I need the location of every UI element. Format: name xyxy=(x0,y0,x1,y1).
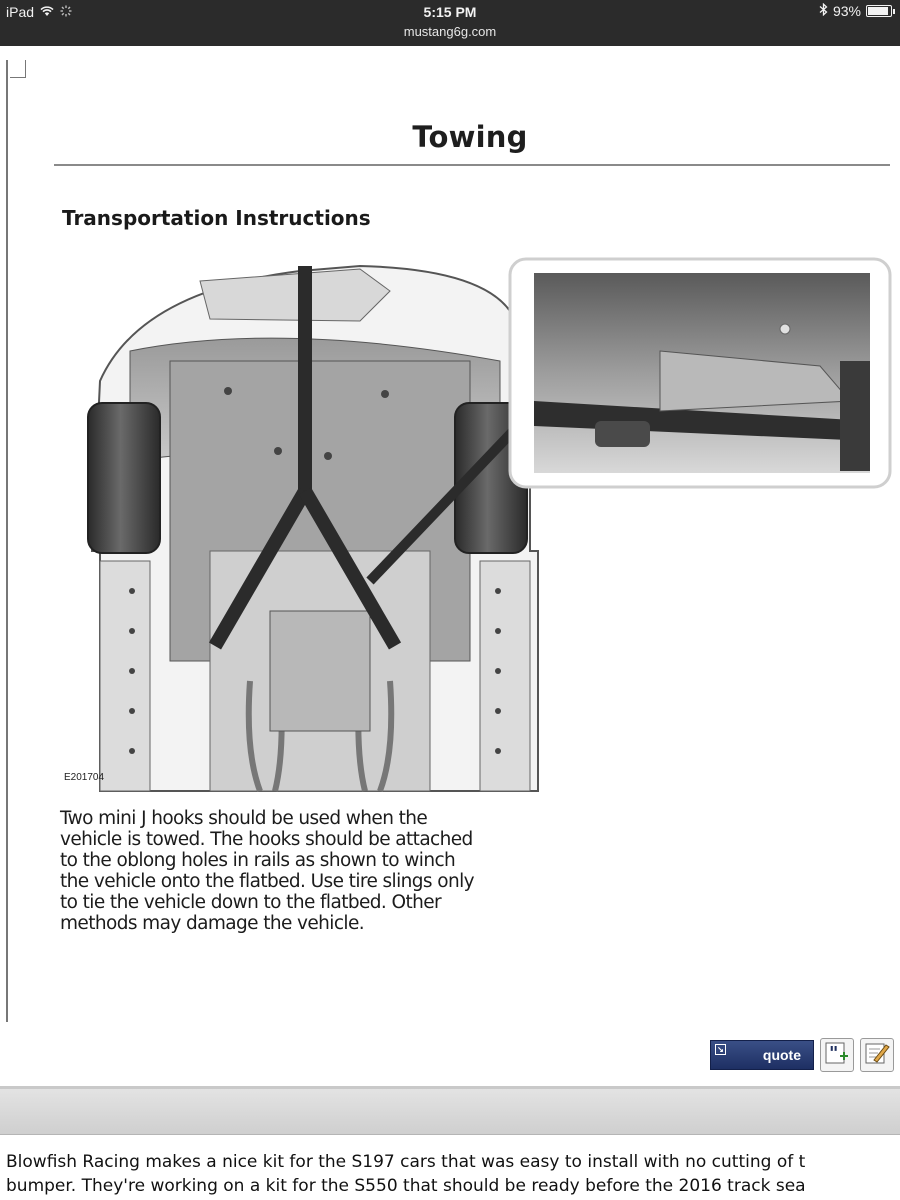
status-right xyxy=(819,3,892,19)
left-front-tire xyxy=(88,403,160,553)
edit-post-button[interactable] xyxy=(860,1038,894,1072)
quote-button-label: quote xyxy=(762,1047,801,1063)
next-post-line-2: bumper. They're working on a kit for the S550 that should be ready before the 2016 track sea xyxy=(6,1176,806,1196)
manual-page-image xyxy=(0,46,900,1024)
status-bar xyxy=(0,0,900,46)
instruction-paragraph: Two mini J hooks should be used when the vehicle is towed. The hooks should be attached to the oblong holes in rails as shown to winch the vehicle onto the flatbed. Use tire slings only to tie the vehicle down to the flatbed. Other methods may damage the vehicle. xyxy=(60,808,474,934)
next-post-text xyxy=(6,1150,900,1198)
frame-corner xyxy=(10,60,26,78)
url-label[interactable]: mustang6g.com xyxy=(403,24,497,39)
quote-button[interactable] xyxy=(710,1040,814,1070)
vehicle-underside-diagram xyxy=(60,251,900,811)
clock: 5:15 PM xyxy=(423,4,477,20)
battery-level-fill xyxy=(868,7,888,15)
battery-percent: 93% xyxy=(832,3,861,19)
edit-pencil-icon xyxy=(864,1040,890,1071)
heading-rule xyxy=(54,164,890,166)
section-heading: Transportation Instructions xyxy=(62,206,371,230)
figure-id: E201704 xyxy=(64,772,105,783)
post-header-bar xyxy=(0,1089,900,1135)
next-post-line-1: Blowfish Racing makes a nice kit for the S197 cars that was easy to install with no cutting of t xyxy=(6,1152,806,1172)
bluetooth-icon xyxy=(819,3,828,19)
multi-quote-icon xyxy=(824,1040,850,1071)
post-controls xyxy=(710,1038,894,1072)
svg-text:": " xyxy=(829,1042,839,1064)
battery-icon xyxy=(866,5,892,17)
detail-inset xyxy=(510,259,890,487)
multi-quote-button[interactable] xyxy=(820,1038,854,1072)
device-name: iPad xyxy=(6,4,35,20)
frame-border xyxy=(6,60,8,1022)
quote-arrow-icon: ↘ xyxy=(715,1044,726,1055)
page-heading: Towing xyxy=(412,120,528,154)
